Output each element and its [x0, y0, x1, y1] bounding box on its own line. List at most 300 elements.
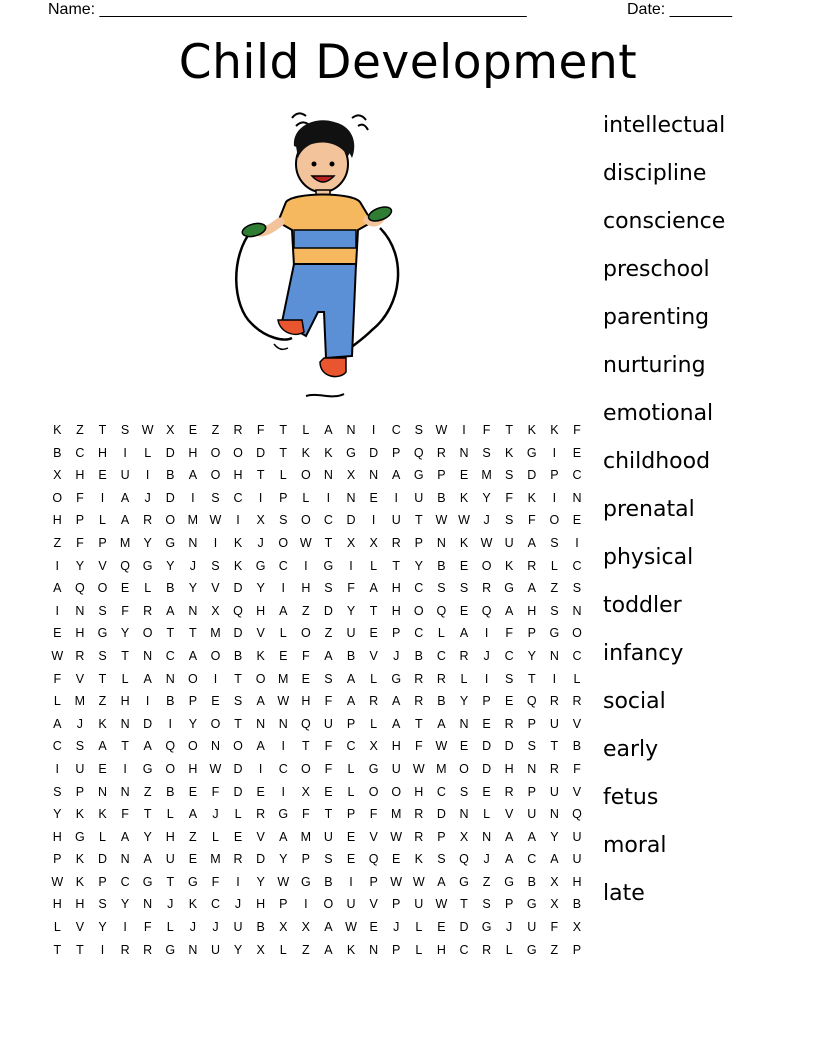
grid-letter: G — [481, 920, 492, 935]
grid-letter: L — [166, 920, 174, 935]
grid-letter: J — [212, 807, 219, 822]
grid-letter: F — [414, 739, 423, 754]
grid-letter: I — [281, 784, 285, 799]
grid-letter: T — [143, 807, 152, 822]
grid-letter: E — [459, 603, 469, 618]
grid-letter: U — [527, 920, 537, 935]
grid-letter: U — [120, 468, 130, 483]
grid-letter: K — [324, 445, 333, 460]
grid-letter: E — [211, 694, 220, 709]
grid-letter: S — [505, 468, 514, 483]
grid-letter: I — [55, 761, 60, 776]
grid-letter: T — [189, 626, 197, 641]
grid-letter: C — [323, 513, 333, 528]
grid-letter: E — [392, 852, 401, 867]
grid-letter: R — [369, 694, 379, 709]
grid-letter: I — [281, 581, 285, 596]
grid-letter: W — [435, 423, 448, 437]
word-list-item: infancy — [603, 641, 684, 666]
grid-letter: X — [572, 920, 582, 935]
grid-letter: L — [99, 829, 106, 844]
grid-letter: A — [505, 852, 514, 867]
grid-letter: W — [412, 874, 425, 889]
grid-letter: P — [392, 445, 401, 460]
grid-letter: H — [504, 761, 514, 776]
grid-letter: O — [459, 761, 469, 776]
grid-letter: F — [505, 490, 513, 505]
grid-letter: L — [302, 490, 310, 505]
grid-letter: H — [527, 603, 537, 618]
grid-letter: H — [52, 829, 62, 844]
grid-letter: Y — [459, 694, 469, 709]
grid-letter: U — [210, 942, 220, 957]
grid-letter: G — [346, 445, 356, 460]
grid-letter: L — [53, 920, 61, 935]
grid-letter: N — [346, 490, 356, 505]
grid-letter: W — [458, 513, 470, 528]
grid-letter: J — [167, 897, 174, 912]
grid-letter: I — [552, 490, 557, 505]
grid-letter: O — [572, 626, 582, 641]
date-field[interactable]: Date: _______ — [627, 1, 732, 18]
grid-letter: P — [98, 874, 107, 889]
grid-letter: A — [143, 739, 152, 754]
grid-letter: T — [98, 671, 107, 686]
grid-letter: K — [75, 874, 85, 889]
grid-letter: K — [346, 942, 356, 957]
word-list-item: preschool — [603, 257, 710, 282]
grid-letter: G — [323, 558, 334, 573]
grid-letter: F — [324, 694, 333, 709]
grid-letter: A — [459, 626, 469, 641]
grid-letter: C — [414, 581, 424, 596]
grid-letter: K — [233, 558, 243, 573]
grid-letter: N — [436, 535, 446, 550]
grid-letter: N — [572, 490, 582, 505]
grid-letter: H — [391, 739, 401, 754]
grid-letter: K — [505, 445, 514, 460]
grid-letter: C — [75, 445, 85, 460]
grid-letter: G — [368, 761, 379, 776]
grid-letter: B — [437, 558, 446, 573]
grid-letter: R — [459, 648, 469, 663]
grid-letter: A — [369, 581, 378, 596]
grid-letter: J — [257, 535, 264, 550]
grid-letter: X — [459, 829, 469, 844]
grid-letter: W — [480, 535, 493, 550]
grid-letter: N — [210, 739, 220, 754]
grid-letter: O — [549, 513, 560, 528]
grid-letter: Y — [120, 626, 130, 641]
word-list-item: early — [603, 737, 659, 762]
grid-letter: O — [210, 716, 221, 731]
grid-letter: A — [346, 671, 356, 686]
grid-letter: T — [279, 423, 288, 437]
grid-letter: S — [459, 581, 469, 596]
grid-letter: B — [527, 874, 536, 889]
grid-letter: Q — [120, 558, 130, 573]
grid-letter: Q — [368, 852, 379, 867]
grid-letter: L — [415, 942, 423, 957]
grid-letter: H — [165, 829, 175, 844]
grid-letter: T — [324, 807, 333, 822]
grid-letter: T — [53, 942, 62, 957]
grid-letter: S — [482, 445, 491, 460]
grid-letter: J — [506, 920, 513, 935]
grid-letter: P — [98, 535, 107, 550]
grid-letter: H — [120, 694, 130, 709]
grid-letter: A — [346, 694, 356, 709]
page-title: Child Development — [178, 35, 638, 90]
grid-letter: Z — [98, 694, 107, 709]
grid-letter: O — [233, 739, 243, 754]
grid-letter: R — [143, 513, 153, 528]
grid-letter: Y — [482, 490, 491, 505]
grid-letter: S — [414, 423, 423, 437]
grid-letter: N — [549, 807, 559, 822]
grid-letter: F — [324, 761, 333, 776]
grid-letter: L — [415, 920, 423, 935]
grid-letter: O — [300, 468, 311, 483]
grid-letter: I — [100, 490, 105, 505]
grid-letter: Q — [165, 739, 176, 754]
grid-letter: F — [76, 535, 84, 550]
grid-letter: I — [123, 761, 127, 776]
grid-letter: D — [256, 445, 266, 460]
grid-letter: Z — [302, 942, 310, 957]
grid-letter: L — [279, 468, 287, 483]
grid-letter: D — [143, 716, 153, 731]
grid-letter: O — [300, 761, 311, 776]
grid-letter: A — [98, 739, 107, 754]
grid-letter: R — [572, 694, 582, 709]
grid-letter: A — [53, 716, 62, 731]
grid-letter: J — [483, 648, 490, 663]
grid-letter: E — [301, 671, 310, 686]
grid-letter: L — [460, 671, 468, 686]
grid-letter: U — [414, 897, 424, 912]
grid-letter: D — [165, 490, 175, 505]
grid-letter: G — [413, 468, 424, 483]
grid-letter: Y — [188, 581, 198, 596]
word-list-item: childhood — [603, 449, 711, 474]
grid-letter: H — [97, 445, 107, 460]
grid-letter: I — [349, 558, 353, 573]
grid-letter: A — [392, 694, 401, 709]
grid-letter: G — [142, 558, 153, 573]
boy-jumping-rope-icon — [222, 106, 412, 406]
grid-letter: T — [324, 535, 333, 550]
grid-letter: V — [98, 558, 107, 573]
grid-letter: E — [572, 445, 582, 460]
grid-letter: B — [324, 874, 333, 889]
grid-letter: O — [142, 626, 153, 641]
grid-letter: T — [527, 671, 536, 686]
grid-letter: L — [347, 784, 355, 799]
grid-letter: X — [166, 423, 175, 437]
grid-letter: O — [233, 445, 243, 460]
grid-letter: T — [302, 739, 310, 754]
grid-letter: D — [504, 739, 514, 754]
grid-letter: M — [119, 535, 131, 550]
grid-letter: D — [369, 445, 379, 460]
grid-letter: G — [187, 874, 198, 889]
grid-letter: E — [98, 468, 107, 483]
grid-letter: P — [279, 897, 288, 912]
grid-letter: V — [75, 920, 85, 935]
grid-letter: X — [279, 920, 288, 935]
grid-letter: U — [527, 807, 537, 822]
grid-letter: W — [345, 920, 357, 935]
grid-letter: N — [97, 784, 107, 799]
grid-letter: C — [165, 648, 175, 663]
grid-letter: Q — [526, 694, 537, 709]
grid-letter: T — [98, 423, 107, 437]
grid-letter: S — [437, 852, 446, 867]
grid-letter: Q — [481, 603, 492, 618]
grid-letter: L — [211, 829, 219, 844]
grid-letter: V — [211, 581, 220, 596]
grid-letter: O — [165, 761, 176, 776]
grid-letter: I — [371, 423, 376, 437]
grid-letter: F — [53, 671, 62, 686]
grid-letter: A — [392, 468, 401, 483]
grid-letter: D — [346, 513, 356, 528]
grid-letter: X — [53, 468, 62, 483]
grid-letter: Y — [279, 852, 288, 867]
grid-letter: A — [120, 513, 130, 528]
grid-letter: E — [256, 784, 265, 799]
grid-letter: T — [166, 874, 175, 889]
grid-letter: H — [301, 581, 311, 596]
grid-letter: V — [75, 671, 85, 686]
grid-letter: Z — [211, 423, 220, 437]
grid-letter: H — [52, 513, 62, 528]
grid-letter: L — [121, 671, 129, 686]
grid-letter: T — [121, 739, 129, 754]
grid-letter: X — [346, 535, 356, 550]
grid-letter: Z — [550, 942, 559, 957]
grid-letter: I — [326, 490, 331, 505]
grid-letter: C — [346, 739, 356, 754]
grid-letter: M — [300, 829, 312, 844]
grid-letter: B — [53, 445, 62, 460]
grid-letter: A — [143, 671, 152, 686]
grid-letter: U — [323, 829, 333, 844]
grid-letter: H — [391, 603, 401, 618]
grid-letter: N — [75, 603, 85, 618]
grid-letter: I — [258, 761, 263, 776]
grid-letter: I — [484, 626, 489, 641]
grid-letter: F — [573, 761, 581, 776]
grid-letter: D — [233, 626, 243, 641]
grid-letter: H — [572, 874, 582, 889]
grid-letter: S — [527, 739, 536, 754]
grid-letter: N — [188, 603, 198, 618]
grid-letter: H — [188, 761, 198, 776]
grid-letter: L — [573, 671, 581, 686]
grid-letter: X — [301, 784, 310, 799]
word-list-item: intellectual — [603, 113, 726, 138]
grid-letter: F — [550, 920, 559, 935]
grid-letter: L — [483, 807, 491, 822]
grid-letter: M — [210, 626, 221, 641]
grid-letter: R — [143, 603, 153, 618]
grid-letter: A — [188, 807, 198, 822]
word-list-item: parenting — [603, 305, 710, 330]
grid-letter: A — [505, 829, 514, 844]
grid-letter: M — [390, 807, 402, 822]
grid-letter: D — [482, 761, 492, 776]
grid-letter: A — [188, 468, 198, 483]
grid-letter: W — [412, 761, 425, 776]
grid-letter: Y — [166, 558, 175, 573]
grid-letter: Q — [459, 852, 469, 867]
word-list-item: moral — [603, 833, 667, 858]
grid-letter: R — [504, 716, 514, 731]
grid-letter: N — [369, 942, 379, 957]
grid-letter: O — [300, 513, 311, 528]
grid-letter: B — [437, 490, 446, 505]
grid-letter: C — [572, 558, 582, 573]
word-list-item: fetus — [603, 785, 659, 810]
grid-letter: B — [572, 739, 582, 754]
grid-letter: L — [144, 445, 152, 460]
grid-letter: L — [166, 807, 174, 822]
grid-letter: W — [435, 739, 448, 754]
grid-letter: L — [347, 761, 355, 776]
grid-letter: K — [233, 535, 243, 550]
grid-letter: F — [302, 807, 310, 822]
grid-letter: N — [188, 535, 198, 550]
grid-letter: Q — [572, 807, 582, 822]
grid-letter: E — [369, 920, 378, 935]
name-field[interactable]: Name: ________________________________________________ — [48, 1, 527, 18]
grid-letter: K — [98, 807, 107, 822]
grid-letter: X — [256, 942, 265, 957]
grid-letter: V — [369, 897, 378, 912]
grid-letter: H — [301, 694, 311, 709]
word-list-item: late — [603, 881, 645, 906]
grid-letter: W — [277, 874, 290, 889]
grid-letter: K — [98, 716, 107, 731]
grid-letter: P — [392, 897, 401, 912]
grid-letter: R — [436, 671, 446, 686]
grid-letter: A — [324, 648, 333, 663]
grid-letter: B — [166, 784, 175, 799]
grid-letter: S — [437, 581, 446, 596]
grid-letter: E — [459, 558, 469, 573]
grid-letter: T — [414, 513, 423, 528]
grid-letter: Y — [346, 603, 356, 618]
grid-letter: L — [505, 942, 513, 957]
grid-letter: N — [459, 445, 469, 460]
grid-letter: G — [526, 445, 537, 460]
grid-letter: L — [53, 694, 61, 709]
grid-letter: H — [391, 581, 401, 596]
word-list — [603, 102, 725, 918]
grid-letter: J — [189, 920, 196, 935]
grid-letter: K — [301, 445, 310, 460]
grid-letter: V — [256, 626, 265, 641]
grid-letter: Y — [188, 716, 198, 731]
grid-letter: X — [369, 535, 378, 550]
grid-letter: S — [324, 671, 333, 686]
grid-letter: K — [550, 423, 559, 437]
grid-letter: B — [346, 648, 356, 663]
grid-letter: K — [459, 490, 469, 505]
grid-letter: F — [369, 807, 378, 822]
grid-letter: O — [52, 490, 63, 505]
grid-letter: T — [460, 897, 468, 912]
grid-letter: E — [188, 852, 198, 867]
grid-letter: O — [300, 626, 311, 641]
grid-letter: E — [482, 784, 491, 799]
grid-letter: C — [210, 897, 220, 912]
grid-letter: A — [256, 694, 265, 709]
grid-letter: R — [256, 807, 266, 822]
grid-letter: C — [278, 558, 288, 573]
grid-letter: A — [324, 423, 333, 437]
grid-letter: J — [189, 558, 196, 573]
grid-letter: N — [527, 761, 537, 776]
grid-letter: D — [323, 603, 333, 618]
grid-letter: R — [414, 671, 424, 686]
grid-letter: L — [437, 626, 445, 641]
grid-letter: Z — [76, 423, 84, 437]
grid-letter: P — [53, 852, 62, 867]
grid-letter: L — [99, 513, 106, 528]
grid-letter: U — [549, 784, 559, 799]
grid-letter: O — [368, 784, 379, 799]
grid-letter: O — [165, 513, 176, 528]
grid-letter: L — [370, 558, 378, 573]
grid-letter: V — [369, 829, 378, 844]
grid-letter: E — [572, 513, 582, 528]
grid-letter: P — [369, 874, 378, 889]
grid-letter: N — [120, 716, 130, 731]
word-list-item: social — [603, 689, 666, 714]
grid-letter: F — [211, 784, 220, 799]
grid-letter: D — [482, 739, 492, 754]
grid-letter: F — [211, 874, 220, 889]
grid-letter: J — [483, 513, 490, 528]
grid-letter: P — [437, 829, 446, 844]
grid-letter: S — [505, 513, 514, 528]
grid-letter: W — [390, 829, 403, 844]
grid-letter: P — [75, 784, 85, 799]
grid-letter: Y — [53, 807, 62, 822]
grid-letter: P — [346, 716, 356, 731]
grid-letter: J — [393, 648, 400, 663]
grid-letter: F — [143, 920, 152, 935]
grid-letter: G — [504, 581, 515, 596]
grid-letter: I — [281, 739, 285, 754]
grid-letter: A — [120, 829, 130, 844]
grid-letter: R — [143, 942, 153, 957]
grid-letter: S — [98, 648, 107, 663]
grid-letter: A — [527, 581, 536, 596]
grid-letter: I — [123, 445, 127, 460]
grid-letter: W — [435, 513, 448, 528]
grid-letter: H — [75, 897, 85, 912]
grid-letter: O — [481, 558, 492, 573]
grid-letter: S — [505, 671, 514, 686]
grid-letter: X — [346, 468, 356, 483]
grid-letter: K — [414, 852, 423, 867]
grid-letter: I — [304, 897, 308, 912]
grid-letter: R — [527, 558, 537, 573]
